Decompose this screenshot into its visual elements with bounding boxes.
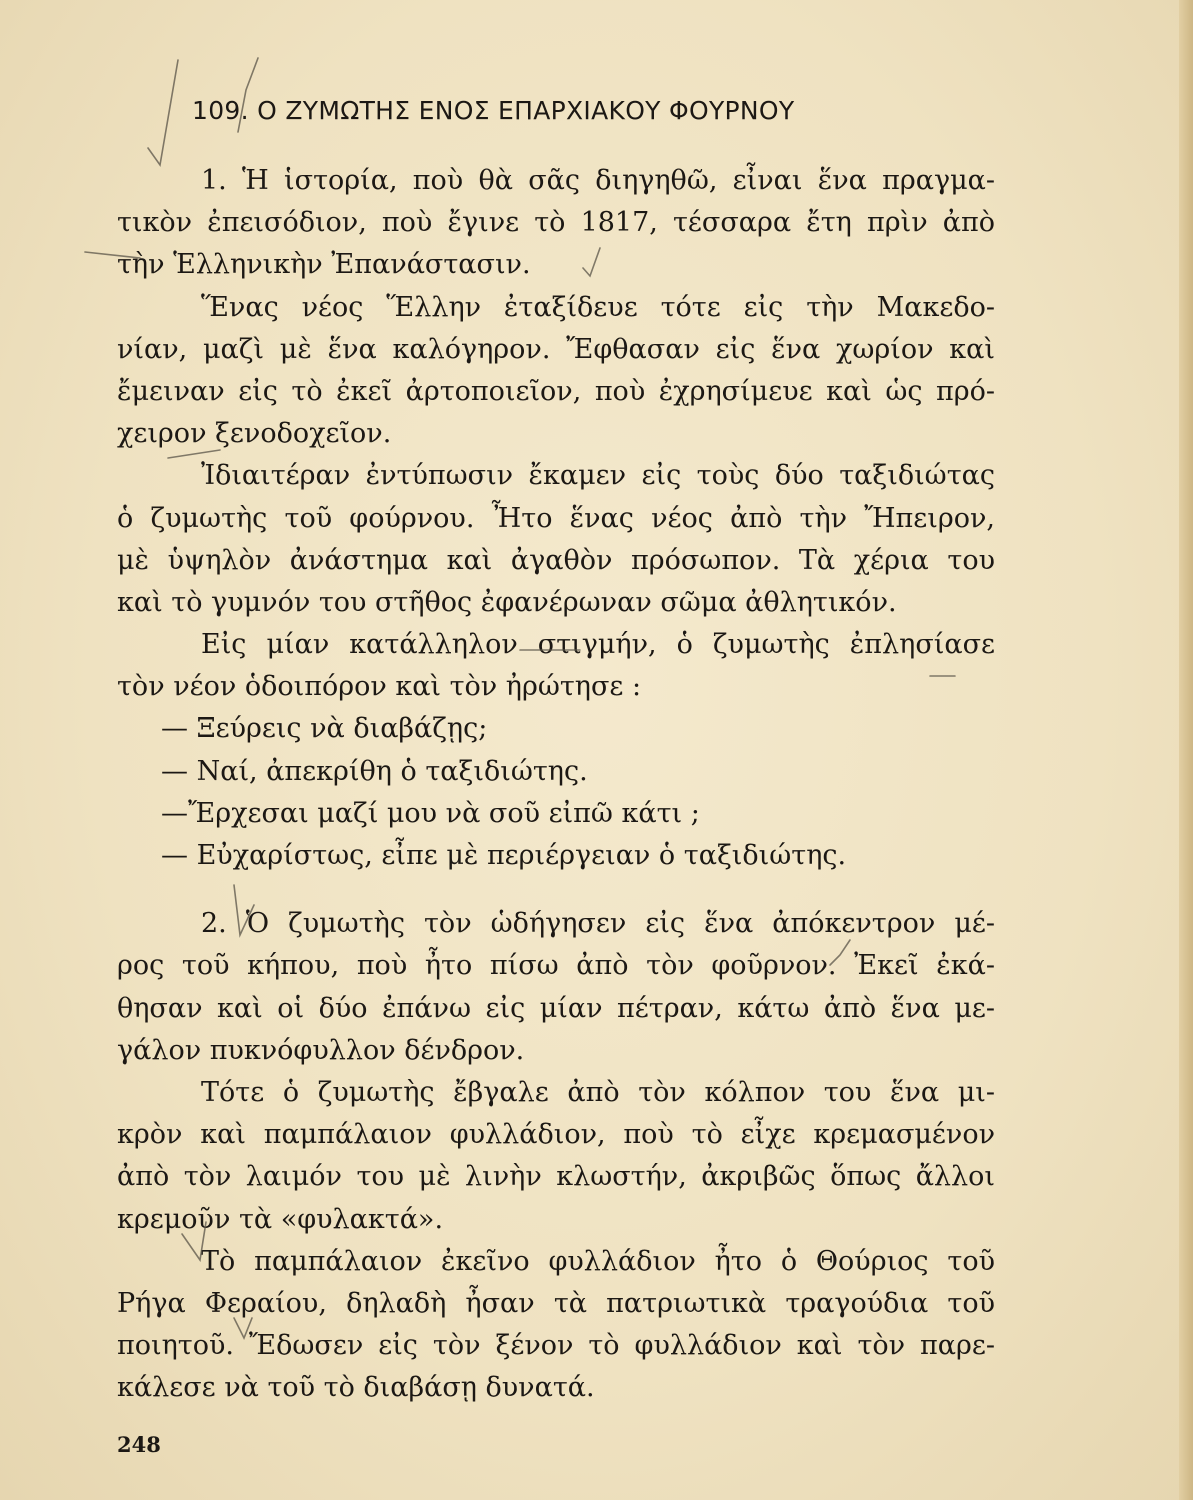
dialogue-line: — Ναί, ἀπεκρίθη ὁ ταξιδιώτης. <box>161 755 588 787</box>
text-line: Ἕνας νέος Ἕλλην ἐταξίδευε τότε εἰς τὴν Μακεδο- <box>201 291 995 323</box>
dialogue-line: — Εὐχαρίστως, εἶπε μὲ περιέργειαν ὁ ταξιδιώτης. <box>161 840 847 871</box>
text-line: 2. Ὁ ζυμωτὴς τὸν ὡδήγησεν εἰς ἕνα ἀπόκεντρον μέ- <box>201 908 995 940</box>
page-number: 248 <box>117 1432 161 1457</box>
text-line: κρεμοῦν τὰ «φυλακτά». <box>117 1203 444 1235</box>
text-line: τικὸν ἐπεισόδιον, ποὺ ἔγινε τὸ 1817, τέσσαρα ἔτη πρὶν ἀπὸ <box>117 207 995 239</box>
text-line: θησαν καὶ οἱ δύο ἐπάνω εἰς μίαν πέτραν, κάτω ἀπὸ ἕνα με- <box>117 992 995 1024</box>
body-text <box>117 160 995 1409</box>
text-line: Ρήγα Φεραίου, δηλαδὴ ἦσαν τὰ πατριωτικὰ τραγούδια τοῦ <box>117 1287 995 1319</box>
text-line: γάλον πυκνόφυλλον δένδρον. <box>117 1034 525 1066</box>
text-line: κρὸν καὶ παμπάλαιον φυλλάδιον, ποὺ τὸ εἶχε κρεμασμένον <box>117 1119 995 1151</box>
text-line: τὸν νέον ὁδοιπόρον καὶ τὸν ἠρώτησε : <box>117 671 642 703</box>
dialogue-line: — Ξεύρεις νὰ διαβάζῃς; <box>161 713 488 745</box>
text-line: ἀπὸ τὸν λαιμόν του μὲ λινὴν κλωστήν, ἀκριβῶς ὅπως ἄλλοι <box>117 1161 995 1193</box>
text-line: καὶ τὸ γυμνόν του στῆθος ἐφανέρωναν σῶμα ἀθλητικόν. <box>117 586 897 618</box>
text-line: ἔμειναν εἰς τὸ ἐκεῖ ἀρτοποιεῖον, ποὺ ἐχρησίμευε καὶ ὡς πρό- <box>117 375 995 407</box>
text-line: χειρον ξενοδοχεῖον. <box>117 418 392 450</box>
page-edge <box>1179 0 1193 1500</box>
text-line: Ἰδιαιτέραν ἐντύπωσιν ἔκαμεν εἰς τοὺς δύο ταξιδιώτας <box>201 460 995 492</box>
dialogue-line: —Ἔρχεσαι μαζί μου νὰ σοῦ εἰπῶ κάτι ; <box>161 797 700 829</box>
margin-check-mark <box>148 60 178 165</box>
text-line: νίαν, μαζὶ μὲ ἕνα καλόγηρον. Ἔφθασαν εἰς ἕνα χωρίον καὶ <box>117 333 995 365</box>
chapter-title: 109. Ο ΖΥΜΩΤΗΣ ΕΝΟΣ ΕΠΑΡΧΙΑΚΟΥ ΦΟΥΡΝΟΥ <box>192 96 795 125</box>
text-line: κάλεσε νὰ τοῦ τὸ διαβάσῃ δυνατά. <box>117 1372 595 1404</box>
text-line: 1. Ἡ ἱστορία, ποὺ θὰ σᾶς διηγηθῶ, εἶναι ἕνα πραγμα- <box>201 165 995 196</box>
text-line: Εἰς μίαν κατάλληλον στιγμήν, ὁ ζυμωτὴς ἐπλησίασε <box>201 629 995 661</box>
text-line: ρος τοῦ κήπου, ποὺ ἦτο πίσω ἀπὸ τὸν φοῦρνον. Ἐκεῖ ἐκά- <box>117 950 995 982</box>
text-line: μὲ ὑψηλὸν ἀνάστημα καὶ ἀγαθὸν πρόσωπον. Τὰ χέρια του <box>117 544 995 576</box>
text-line: Τότε ὁ ζυμωτὴς ἔβγαλε ἀπὸ τὸν κόλπον του ἕνα μι- <box>201 1076 995 1108</box>
text-line: τὴν Ἑλληνικὴν Ἐπανάστασιν. <box>117 249 531 281</box>
text-line: ὁ ζυμωτὴς τοῦ φούρνου. Ἦτο ἕνας νέος ἀπὸ τὴν Ἤπειρον, <box>117 502 995 534</box>
text-line: ποιητοῦ. Ἔδωσεν εἰς τὸν ξένον τὸ φυλλάδιον καὶ τὸν παρε- <box>117 1330 995 1362</box>
text-line: Τὸ παμπάλαιον ἐκεῖνο φυλλάδιον ἦτο ὁ Θούριος τοῦ <box>201 1245 995 1277</box>
